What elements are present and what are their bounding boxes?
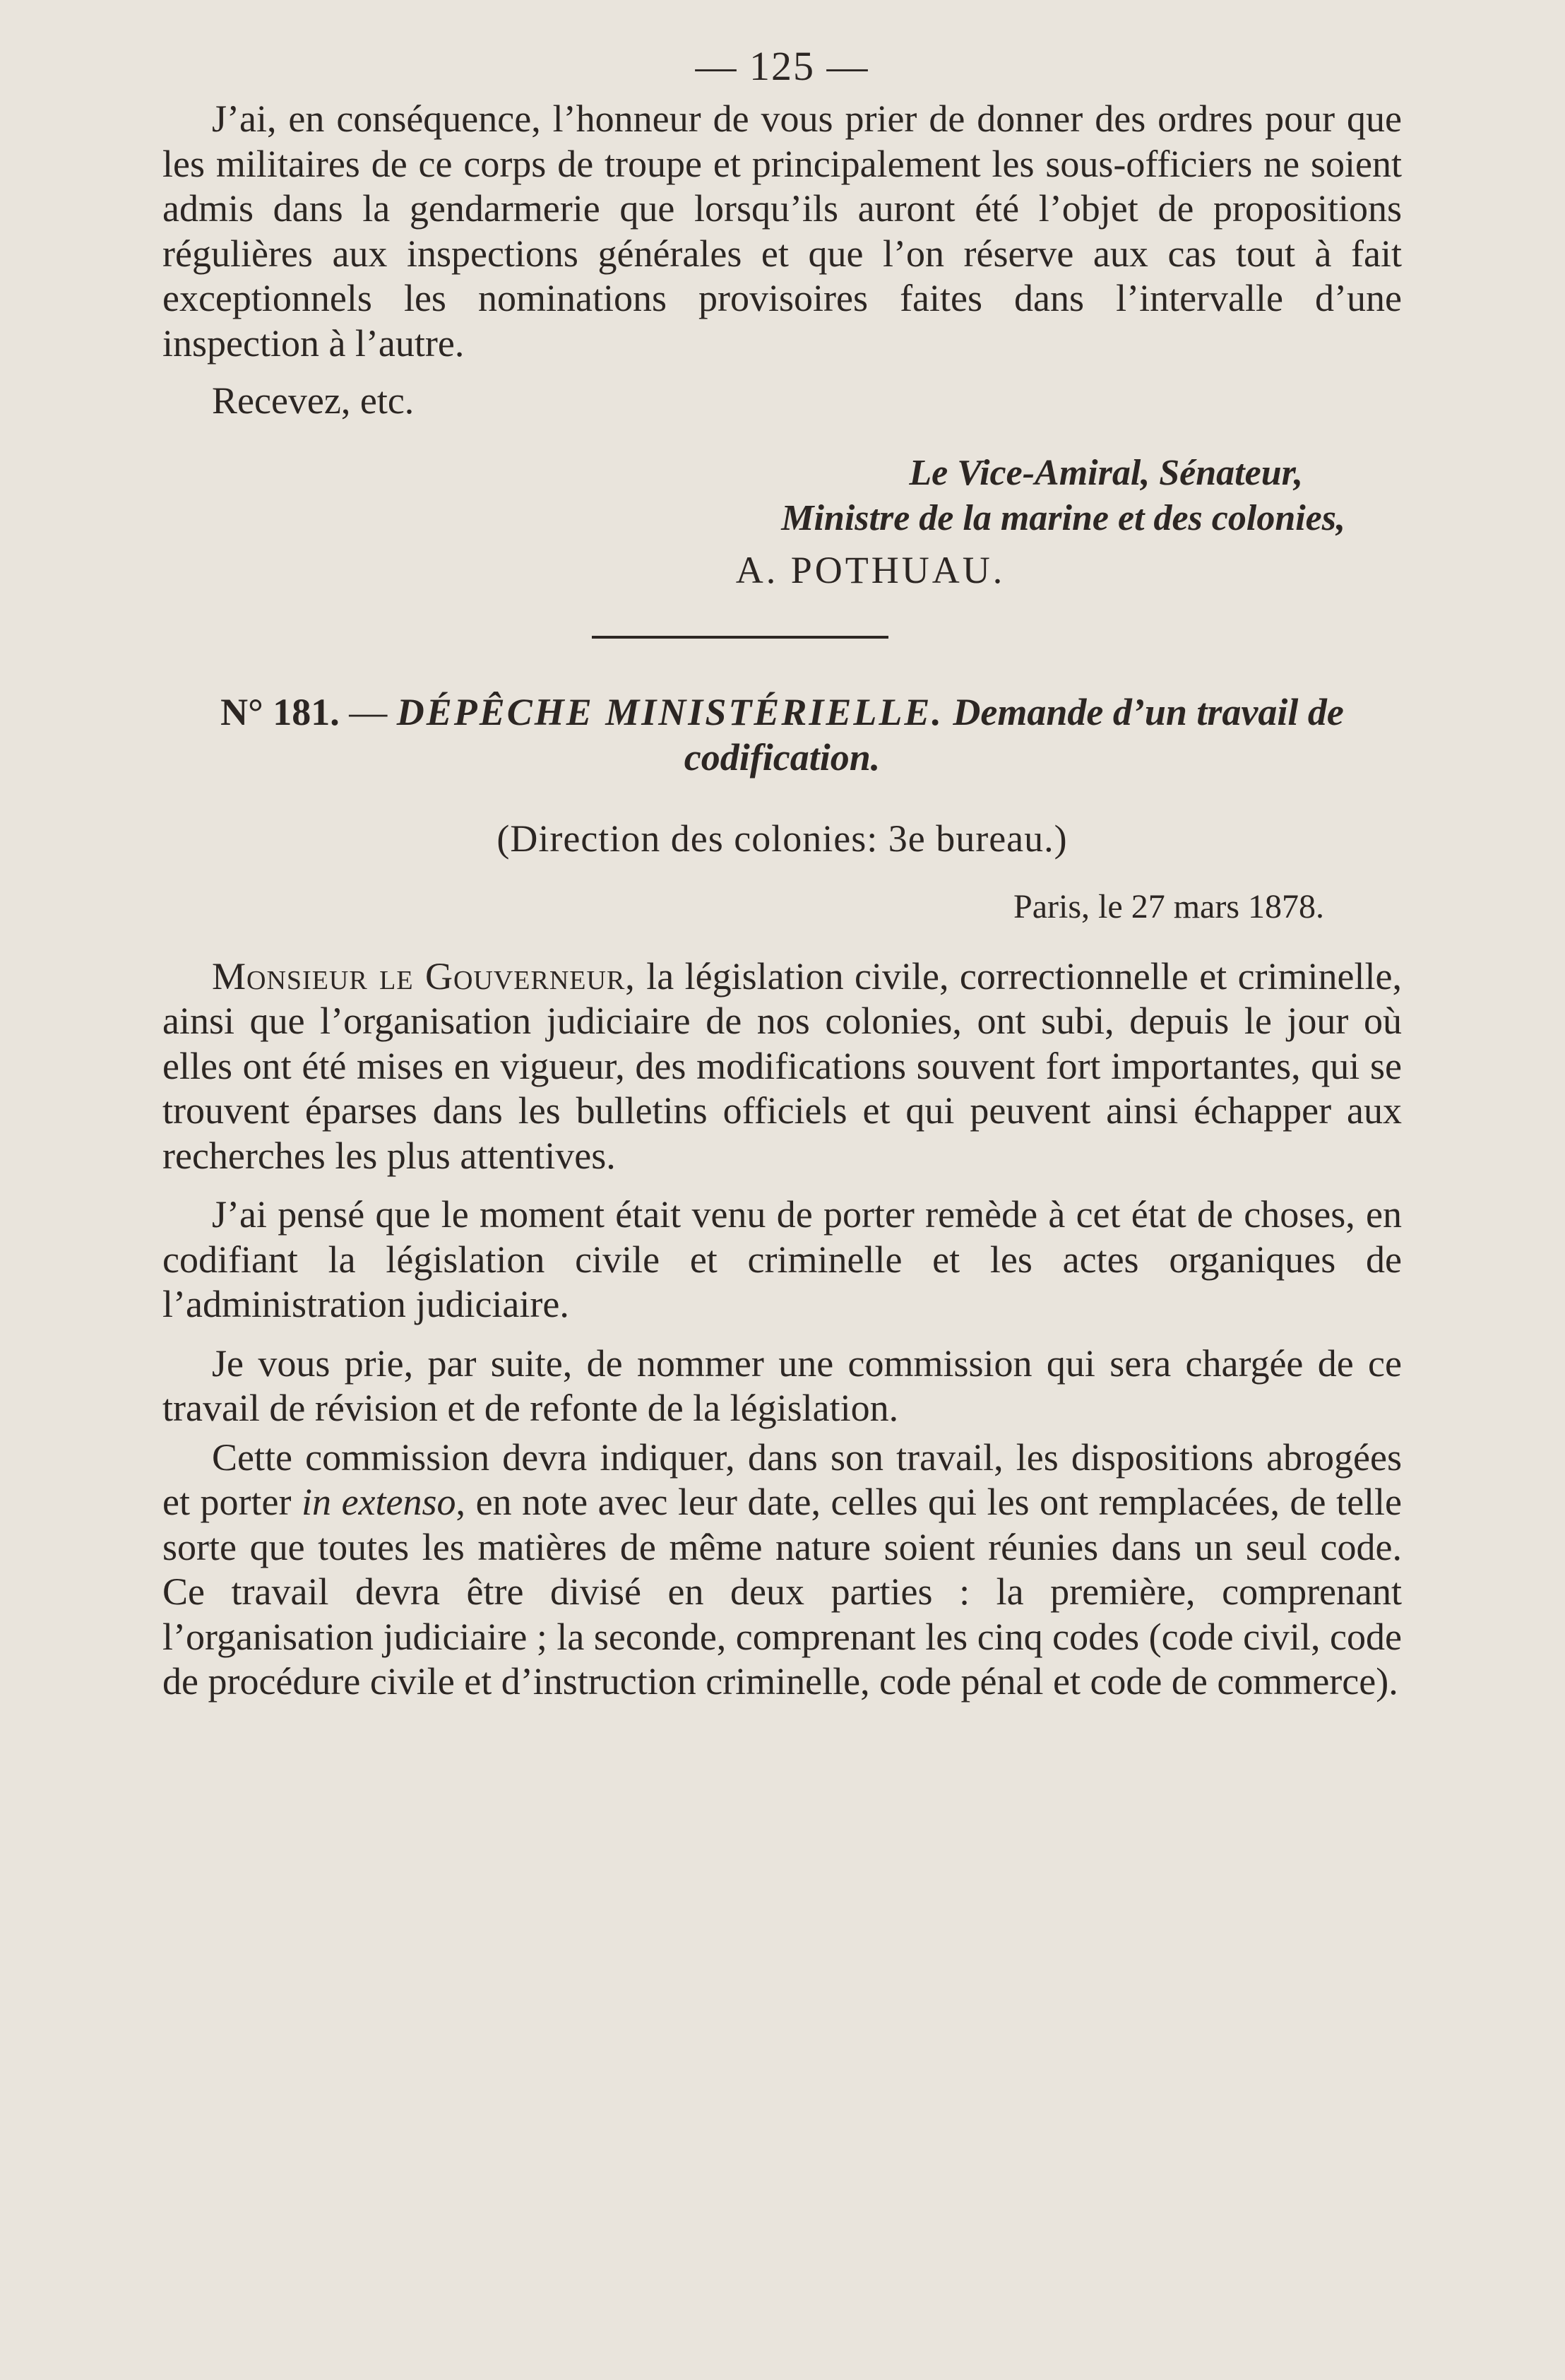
dispatch-paragraph-3: Je vous prie, par suite, de nommer une commission qui sera chargée de ce travail de révision et de refonte de la législation. <box>162 1342 1402 1429</box>
dispatch-paragraph-2: J’ai pensé que le moment était venu de porter remède à cet état de choses, en codifiant la législation civile et criminelle et les actes organiques de l’administration judiciaire. <box>162 1193 1402 1325</box>
dispatch-number: N° 181. <box>220 690 340 733</box>
dispatch-paragraph-4 <box>162 1435 1402 1705</box>
dispatch-direction: (Direction des colonies: 3e bureau.) <box>496 817 1068 860</box>
section-divider <box>592 636 888 639</box>
dispatch-subject: Demande d’un travail de codification. <box>684 690 1344 778</box>
salutation: Monsieur le Gouverneur, <box>212 954 636 997</box>
dispatch-paragraph-4-end: , en note avec leur date, celles qui les ont remplacées, de telle sorte que toutes les matières de même nature soient réunies dans un seul code. Ce travail devra être divisé en deux parties : la première, comprenant l’organisation judiciaire ; la seconde, comprenant les cinq codes (code civil, code de procédure civile et d’instruction criminelle, code pénal et code de commerce). <box>162 1481 1403 1703</box>
letter-closing: Recevez, etc. <box>212 379 415 422</box>
document-page <box>162 42 1402 1705</box>
letter-final-paragraph: J’ai, en conséquence, l’honneur de vous prier de donner des ordres pour que les militaires de ce corps de troupe et principalement les sous-officiers ne soient admis dans la gendarmerie que lorsqu’ils auront été l’objet de propositions régulières aux inspections générales et que l’on réserve aux cas tout à fait exceptionnels les nominations provisoires faites dans l’intervalle d’une inspection à l’autre. <box>162 97 1402 365</box>
page-number: — 125 — <box>695 43 869 89</box>
dispatch-dateline: Paris, le 27 mars 1878. <box>1013 887 1324 925</box>
dispatch-paragraph-1 <box>162 954 1402 1179</box>
signature-title-line-1: Le Vice-Amiral, Sénateur, <box>909 452 1303 493</box>
dispatch-kind: DÉPÊCHE MINISTÉRIELLE. <box>396 690 944 733</box>
signature-block <box>162 451 1402 541</box>
dispatch-paragraph-4-start: Cette commission devra indiquer, dans son travail, les dispositions abrogées et porter <box>162 1435 1402 1523</box>
signature-title-line-2: Ministre de la marine et des colonies, <box>781 497 1345 538</box>
dispatch-heading <box>162 689 1402 780</box>
latin-phrase: in extenso <box>302 1481 456 1523</box>
signature-name: A. POTHUAU. <box>735 548 1006 591</box>
dispatch-paragraph-1-text: la législation civile, correctionnelle et criminelle, ainsi que l’organisation judiciaire de nos colonies, ont subi, depuis le jour où elles ont été mises en vigueur, des modifications souvent fort importantes, qui se trouvent éparses dans les bulletins officiels et qui peuvent ainsi échapper aux recherches les plus attentives. <box>162 954 1402 1177</box>
heading-dash: — <box>349 690 388 733</box>
